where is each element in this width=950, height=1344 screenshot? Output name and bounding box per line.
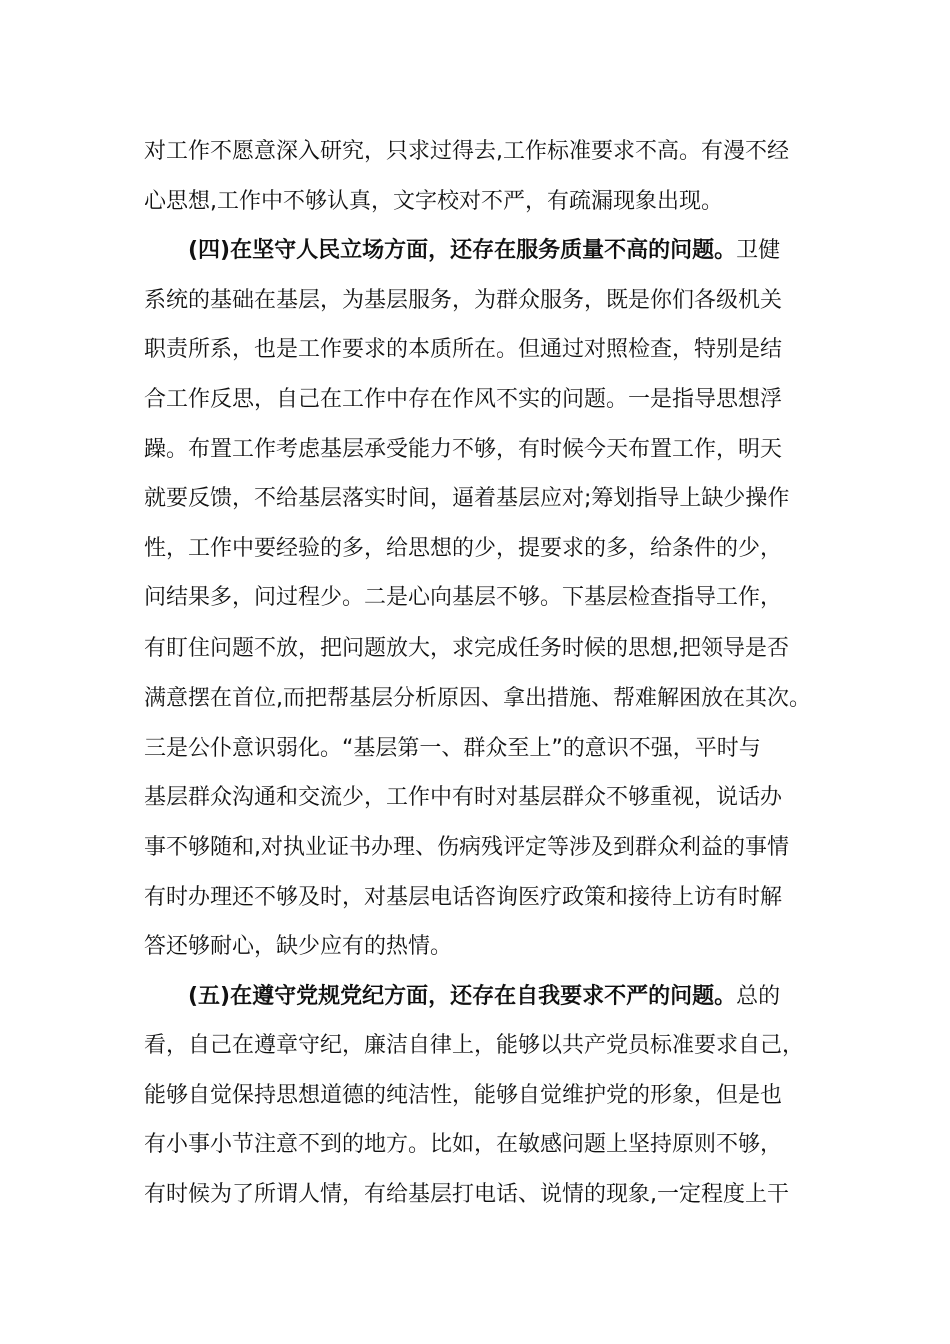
text-line: 有盯住问题不放，把问题放大，求完成任务时候的思想,把领导是否 [144, 636, 789, 661]
text-line: 问结果多，问过程少。二是心向基层不够。下基层检查指导工作， [144, 585, 783, 610]
section-five-heading: (五)在遵守党规党纪方面，还存在自我要求不严的问题。 [188, 984, 737, 1009]
text-line: 心思想,工作中不够认真，文字校对不严，有疏漏现象出现。 [144, 189, 723, 214]
text-line: 看，自己在遵章守纪，廉洁自律上，能够以共产党员标准要求自己， [144, 1033, 805, 1058]
text-line: 有时候为了所谓人情，有给基层打电话、说情的现象,一定程度上干 [144, 1182, 789, 1207]
section-four-heading-line [188, 233, 834, 269]
text-line: 躁。布置工作考虑基层承受能力不够，有时候今天布置工作，明天 [144, 437, 783, 462]
text-line: 有时办理还不够及时，对基层电话咨询医疗政策和接待上访有时解 [144, 885, 783, 910]
text-line: 满意摆在首位,而把帮基层分析原因、拿出措施、帮难解困放在其次。 [144, 686, 811, 711]
text-line: 有小事小节注意不到的地方。比如，在敏感问题上坚持原则不够， [144, 1132, 783, 1157]
text-line: 职责所系，也是工作要求的本质所在。但通过对照检查，特别是结 [144, 337, 783, 362]
text-line: 基层群众沟通和交流少，工作中有时对基层群众不够重视，说话办 [144, 785, 783, 810]
text-line: 系统的基础在基层，为基层服务，为群众服务，既是你们各级机关 [144, 288, 783, 313]
text-line: 合工作反思，自己在工作中存在作风不实的问题。一是指导思想浮 [144, 387, 783, 412]
section-four-lead-text: 卫健 [736, 238, 781, 263]
text-line: 三是公仆意识弱化。“基层第一、群众至上”的意识不强，平时与 [144, 736, 761, 761]
text-line: 答还够耐心，缺少应有的热情。 [144, 934, 453, 959]
text-line: 对工作不愿意深入研究，只求过得去,工作标准要求不高。有漫不经 [144, 139, 789, 164]
text-line: 就要反馈，不给基层落实时间，逼着基层应对;筹划指导上缺少操作 [144, 486, 790, 511]
section-five-lead-text: 总的 [736, 984, 781, 1009]
section-five-heading-line [188, 979, 834, 1015]
section-four-heading: (四)在坚守人民立场方面，还存在服务质量不高的问题。 [188, 238, 737, 263]
text-line: 性，工作中要经验的多，给思想的少，提要求的多，给条件的少， [144, 536, 783, 561]
text-line: 能够自觉保持思想道德的纯洁性，能够自觉维护党的形象，但是也 [144, 1083, 783, 1108]
text-line: 事不够随和,对执业证书办理、伤病残评定等涉及到群众利益的事情 [144, 835, 789, 860]
